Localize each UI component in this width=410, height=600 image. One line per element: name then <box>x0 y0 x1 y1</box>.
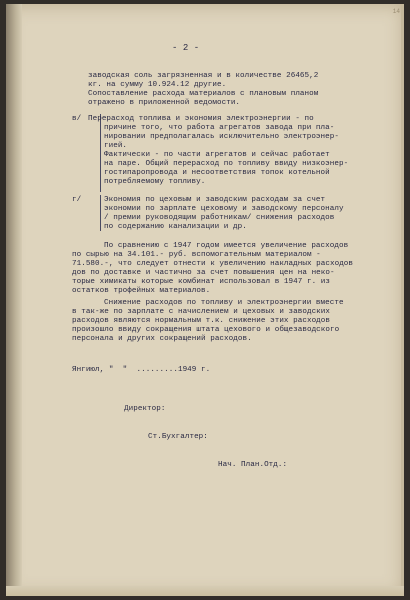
para1-line: По сравнению с 1947 годом имеется увеличение расходов <box>104 242 349 250</box>
page-number: - 2 - <box>172 43 200 53</box>
item-v-line: нировании предполагалась исключительно электроэнер- <box>104 133 339 141</box>
item-v-line: гией. <box>104 142 128 150</box>
binding-strip <box>6 4 22 596</box>
para2-line: Снижение расходов по топливу и электроэнергии вместе <box>104 299 344 307</box>
para1-line: торые химикаты которые комбинат использовал в 1947 г. из <box>72 278 330 286</box>
item-g-marker: г/ <box>72 196 82 204</box>
para1-line: по сырью на 34.101.- руб. вспомогательным материалом - <box>72 251 321 259</box>
intro-line: отражено в приложенной ведомости. <box>88 99 241 107</box>
para2-line: персонала и других сокращений расходов. <box>72 335 252 343</box>
para2-line: расходов являются нормальным т.к. снижение этих расходов <box>72 317 330 325</box>
signature-accountant: Ст.Бухгалтер: <box>148 433 208 441</box>
para1-line: дов по доставке и частично за счет повышения цен на неко- <box>72 269 335 277</box>
item-v-marker: в/ <box>72 115 82 123</box>
corner-page-mark: 14 <box>392 8 400 15</box>
margin-bracket-v <box>100 114 101 192</box>
item-v-line: на паре. Общий перерасход по топливу ввиду низкоэнер- <box>104 160 349 168</box>
item-g-line: по содержанию канализации и др. <box>104 223 247 231</box>
item-g-line: Экономия по цеховым и заводским расходам за счет <box>104 196 326 204</box>
item-v-line: гостипаропровода и несоответствия топок котельной <box>104 169 330 177</box>
date-line: Янгиюл, " " .........1949 г. <box>72 366 211 374</box>
para1-line: остатков трофейных материалов. <box>72 287 211 295</box>
para2-line: произошло ввиду сокращения штата цехового и общезаводского <box>72 326 340 334</box>
signature-director: Директор: <box>124 405 166 413</box>
margin-bracket-g <box>100 195 101 231</box>
intro-line: заводская соль загрязненная и в количестве 26465,2 <box>88 72 319 80</box>
page-bottom-edge <box>6 586 404 596</box>
signature-planning-head: Нач. План.Отд.: <box>218 461 288 469</box>
item-g-line: экономии по зарплате цеховому и заводскому персоналу <box>104 205 344 213</box>
item-v-line: Фактически - по части агрегатов и сейчас работает <box>104 151 330 159</box>
para2-line: в так-же по зарплате с начислением и цеховых и заводских <box>72 308 330 316</box>
intro-line: кг. на сумму 10.924.12 другие. <box>88 81 227 89</box>
intro-line: Сопоставление расхода материалов с плановым планом <box>88 90 319 98</box>
item-g-line: / премии руководящим работникам/ снижения расходов <box>104 214 335 222</box>
item-v-line: причине того, что работа агрегатов завода при пла- <box>104 124 335 132</box>
para1-line: 71.580.-, что следует отнести к увеличению накладных расходов <box>72 260 354 268</box>
page-edge <box>401 4 404 596</box>
item-v-line: Перерасход топлива и экономия электроэнергии - по <box>88 115 314 123</box>
item-v-line: потребляемому топливу. <box>104 178 206 186</box>
